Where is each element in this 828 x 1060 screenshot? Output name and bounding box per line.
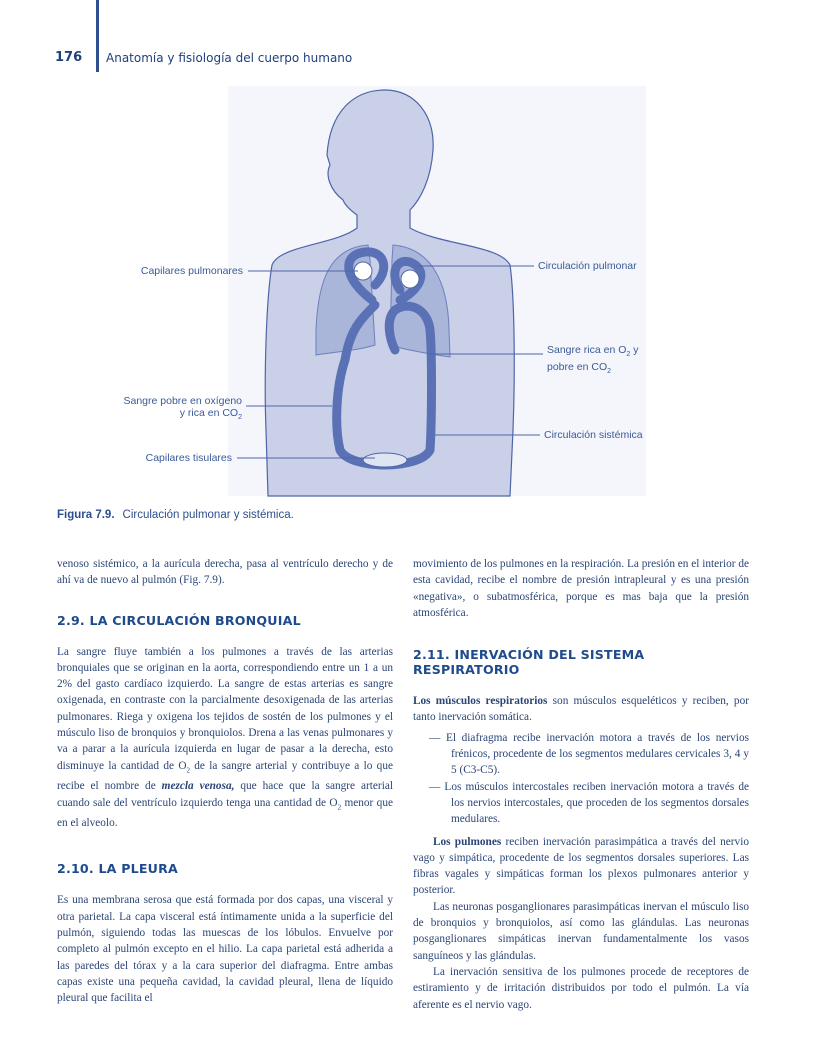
bold-term: Los músculos respiratorios (413, 695, 548, 708)
paragraph: La inervación sensitiva de los pulmones procede de receptores de estiramiento y de irritación distribuidos por todo el pulmón. La vía aferente es el nervio vago. (413, 965, 749, 1011)
tissue-capillaries (363, 453, 407, 467)
text: que hace que la sangre arterial cuando sale del ventrículo izquierdo tenga una cantidad de O (57, 780, 393, 809)
section-heading: 2.10. LA PLEURA (57, 861, 178, 877)
left-column (57, 556, 393, 1006)
text: de la sangre arterial y contribuye a lo que recibe el nombre de (57, 759, 393, 793)
label-capilares-tisulares: Capilares tisulares (145, 452, 232, 464)
text: reciben inervación parasimpática a través del nervio vago y simpática, procedente de los segmentos dorsales superiores. Las fibras vagales y simpáticas forman los plexos pulmonares anterior y posterior. (413, 835, 749, 897)
right-column (413, 556, 749, 1013)
circulation-figure (0, 0, 828, 500)
paragraph (413, 693, 749, 726)
paragraph (57, 644, 393, 832)
label-sangre-rica (547, 344, 638, 378)
label-capilares-pulmonares: Capilares pulmonares (140, 265, 243, 277)
paragraph (413, 834, 749, 899)
text: La sangre fluye también a los pulmones a través de las arterias bronquiales que se originan en la aorta, correspondiendo entre un 1 a un 2% del gasto cardíaco izquierdo. La sangre de estas arterias es sangre oxigenada, en contraste con la parcialmente desoxigenada de las arterias pulmonares. Riega y oxigena los tejidos de sostén de los pulmones y el músculo liso de bronquios y bronquiolos. Drena a las venas pulmonares y va a parar a la aurícula izquierda en lugar de pasar a la derecha, esto disminuye la cantidad de O (57, 645, 393, 772)
label-text: Sangre rica en O (547, 344, 627, 356)
running-title: Anatomía y fisiología del cuerpo humano (106, 51, 353, 65)
label-text: pobre en CO (547, 361, 608, 374)
list-item: — El diafragma recibe inervación motora a través de los nervios frénicos, procedente de los segmentos medulares cervicales 3, 4 y 5 (C3-C5). (429, 731, 749, 777)
bold-term: Los pulmones (433, 835, 502, 848)
paragraph: venoso sistémico, a la aurícula derecha, pasa al ventrículo derecho y de ahí va de nuevo al pulmón (Fig. 7.9). (57, 558, 393, 587)
label-circulacion-sistemica: Circulación sistémica (544, 429, 643, 441)
paragraph: Es una membrana serosa que está formada por dos capas, una visceral y otra parietal. La capa visceral está íntimamente unida a la superficie del pulmón, siguiendo todas las muescas de los lóbulos. Envuelve por completo al pulmón excepto en el hilio. La capa parietal está adherida a las paredes del tórax y a la cara superior del diafragma. Entre ambas capas existe una pequeña cavidad, la cavidad pleural, llena de líquido pleural que facilita el (57, 894, 393, 1005)
section-heading: 2.9. LA CIRCULACIÓN BRONQUIAL (57, 612, 301, 628)
text: menor que en el alveolo. (57, 796, 393, 830)
caption-label: Figura 7.9. (57, 509, 115, 521)
pulmonary-capillary-right (401, 270, 419, 288)
subscript: 2 (337, 802, 342, 811)
label-text: Sangre pobre en oxígeno (123, 395, 242, 407)
emphasis: mezcla venosa, (161, 780, 235, 793)
subscript: 2 (238, 414, 242, 422)
figure-caption (57, 509, 294, 521)
label-circulacion-pulmonar: Circulación pulmonar (538, 260, 637, 272)
list-item: — Los músculos intercostales reciben inervación motora a través de los nervios intercostales, que proceden de los segmentos dorsales medulares. (429, 780, 749, 826)
subscript: 2 (607, 368, 612, 376)
text: son músculos esqueléticos y reciben, por tanto inervación somática. (413, 695, 749, 724)
section-heading: 2.11. INERVACIÓN DEL SISTEMA RESPIRATORIO (413, 647, 645, 678)
subscript: 2 (186, 765, 190, 774)
label-text: y (630, 344, 639, 356)
label-sangre-pobre (100, 395, 242, 424)
paragraph: Las neuronas posganglionares parasimpáticas inervan el músculo liso de bronquios y bronquiolos, así como las glándulas. Las neuronas posganglionares simpáticas inervan fundamentalmente los vasos sanguíneos y las glándulas. (413, 900, 749, 962)
label-text: y rica en CO (179, 407, 239, 419)
subscript: 2 (626, 351, 631, 359)
page-number: 176 (55, 50, 83, 65)
caption-text: Circulación pulmonar y sistémica. (122, 509, 294, 521)
paragraph: movimiento de los pulmones en la respiración. La presión en el interior de esta cavidad, recibe el nombre de presión intrapleural y es una presión «negativa», o subatmosférica, porque es mas baja que la presión atmosférica. (413, 558, 749, 619)
